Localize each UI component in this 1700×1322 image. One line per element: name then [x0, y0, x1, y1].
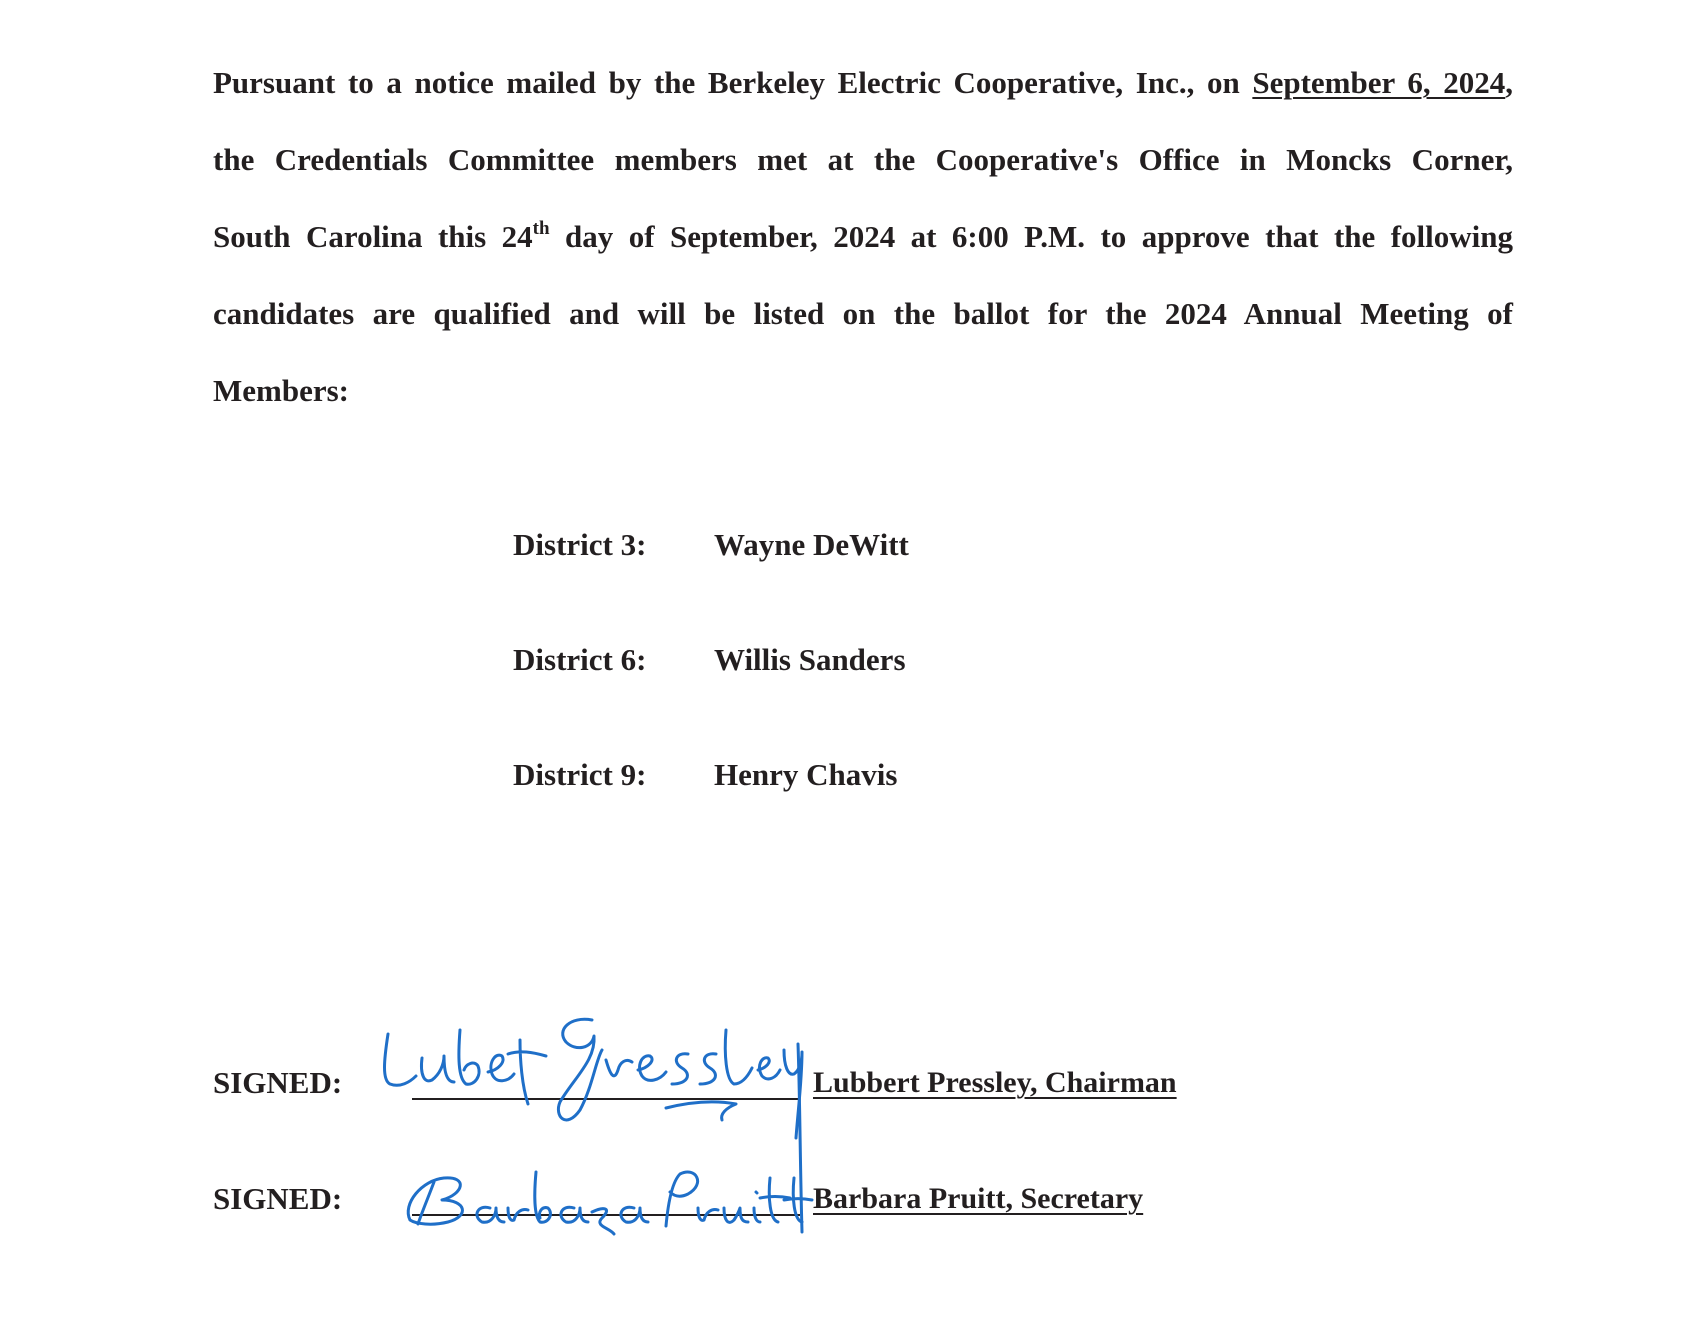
candidate-name: Wayne DeWitt: [714, 527, 909, 562]
paragraph-line-3: [213, 217, 1513, 257]
paragraph-line-5: Members:: [213, 373, 349, 408]
meeting-location-text: South Carolina this 24: [213, 219, 533, 254]
printed-name-chairman: Lubbert Pressley, Chairman: [813, 1066, 1177, 1099]
ordinal-suffix: th: [532, 218, 550, 239]
candidate-name: Henry Chavis: [714, 757, 898, 792]
district-label: District 6:: [513, 642, 647, 677]
paragraph-line-2: the Credentials Committee members met at the Cooperative's Office in Moncks Corner,: [213, 142, 1513, 177]
meeting-date-text: day of September, 2024 at 6:00 P.M. to approve that the following: [549, 219, 1513, 254]
handwritten-signature-lubbert-pressley: [370, 1000, 810, 1140]
candidate-name: Willis Sanders: [714, 642, 906, 677]
signed-label-secretary: SIGNED:: [213, 1181, 343, 1216]
notice-date: September 6, 2024: [1252, 65, 1506, 100]
district-label: District 9:: [513, 757, 647, 792]
handwritten-signature-barbara-pruitt: [398, 1150, 818, 1240]
signed-label-chairman: SIGNED:: [213, 1065, 343, 1100]
notice-intro-text: Pursuant to a notice mailed by the Berkeley Electric Cooperative, Inc., on: [213, 65, 1240, 100]
printed-name-secretary: Barbara Pruitt, Secretary: [813, 1182, 1144, 1215]
paragraph-line-4: candidates are qualified and will be listed on the ballot for the 2024 Annual Meeting of: [213, 296, 1513, 331]
signature-connector-stroke: [790, 1040, 810, 1240]
notice-date-comma: ,: [1505, 65, 1513, 100]
paragraph-line-1: [213, 63, 1513, 103]
district-label: District 3:: [513, 527, 647, 562]
